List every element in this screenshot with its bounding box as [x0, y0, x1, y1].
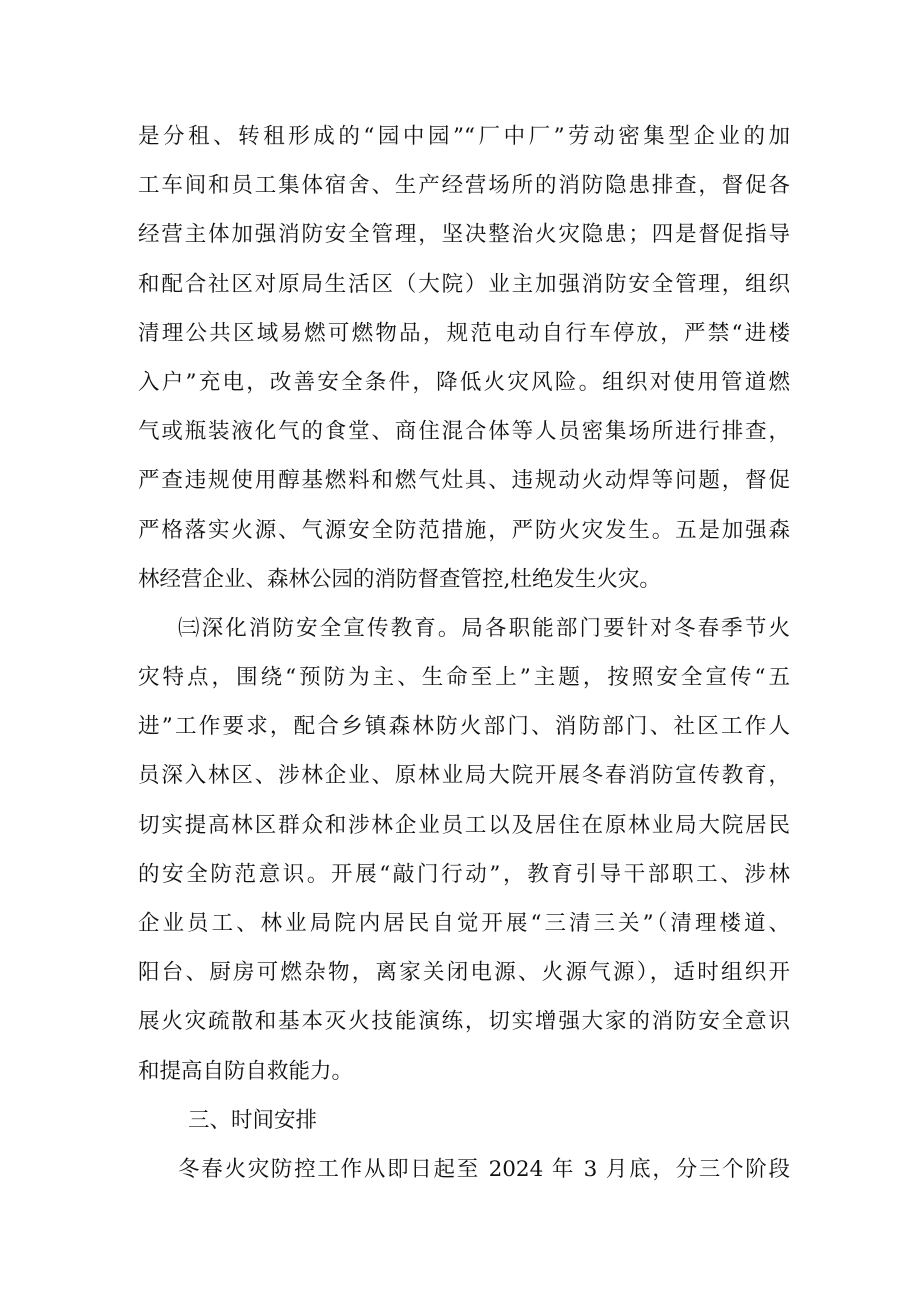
text-line: 进”工作要求，配合乡镇森林防火部门、消防部门、社区工作人	[138, 714, 790, 740]
text-line: 气或瓶装液化气的食堂、商住混合体等人员密集场所进行排查，	[138, 419, 790, 445]
text-line: ㈢深化消防安全宣传教育。局各职能部门要针对冬春季节火	[178, 615, 790, 641]
text-line: 展火灾疏散和基本灭火技能演练，切实增强大家的消防安全意识	[138, 1009, 790, 1035]
section-heading-text: 三、时间安排	[188, 1107, 318, 1133]
text-line: 企业员工、林业局院内居民自觉开展“三清三关”（清理楼道、	[138, 911, 790, 936]
text-line: 工车间和员工集体宿舍、生产经营场所的消防隐患排查，督促各	[138, 173, 790, 199]
text-line: 员深入林区、涉林企业、原林业局大院开展冬春消防宣传教育，	[138, 763, 790, 789]
text-line: 是分租、转租形成的“园中园”“厂中厂”劳动密集型企业的加	[138, 124, 790, 149]
text-line: 林经营企业、森林公园的消防督查管控,杜绝发生火灾。	[138, 566, 661, 592]
text-line: 严格落实火源、气源安全防范措施，严防火灾发生。五是加强森	[138, 517, 790, 543]
document-body	[138, 112, 790, 1194]
paragraph-safety-education	[138, 604, 790, 1096]
text-line: 清理公共区域易燃可燃物品，规范电动自行车停放，严禁“进楼	[138, 320, 790, 346]
text-line: 和配合社区对原局生活区（大院）业主加强消防安全管理，组织	[138, 271, 790, 297]
text-line: 和提高自防自救能力。	[138, 1058, 354, 1084]
text-line: 严查违规使用醇基燃料和燃气灶具、违规动火动焊等问题，督促	[138, 468, 790, 494]
section-heading-schedule	[138, 1096, 790, 1145]
text-line: 经营主体加强消防安全管理，坚决整治火灾隐患；四是督促指导	[138, 222, 790, 248]
paragraph-fire-hazard-inspection	[138, 112, 790, 604]
text-line: 冬春火灾防控工作从即日起至 2024 年 3 月底，分三个阶段	[178, 1156, 790, 1182]
paragraph-timeline	[138, 1145, 790, 1194]
text-line: 入户”充电，改善安全条件，降低火灾风险。组织对使用管道燃	[138, 369, 790, 395]
text-line: 灾特点，围绕“预防为主、生命至上”主题，按照安全宣传“五	[138, 665, 790, 691]
text-line: 的安全防范意识。开展“敲门行动”，教育引导干部职工、涉林	[138, 861, 790, 887]
text-line: 切实提高林区群众和涉林企业员工以及居住在原林业局大院居民	[138, 812, 790, 838]
text-line: 阳台、厨房可燃杂物，离家关闭电源、火源气源），适时组织开	[138, 960, 790, 986]
